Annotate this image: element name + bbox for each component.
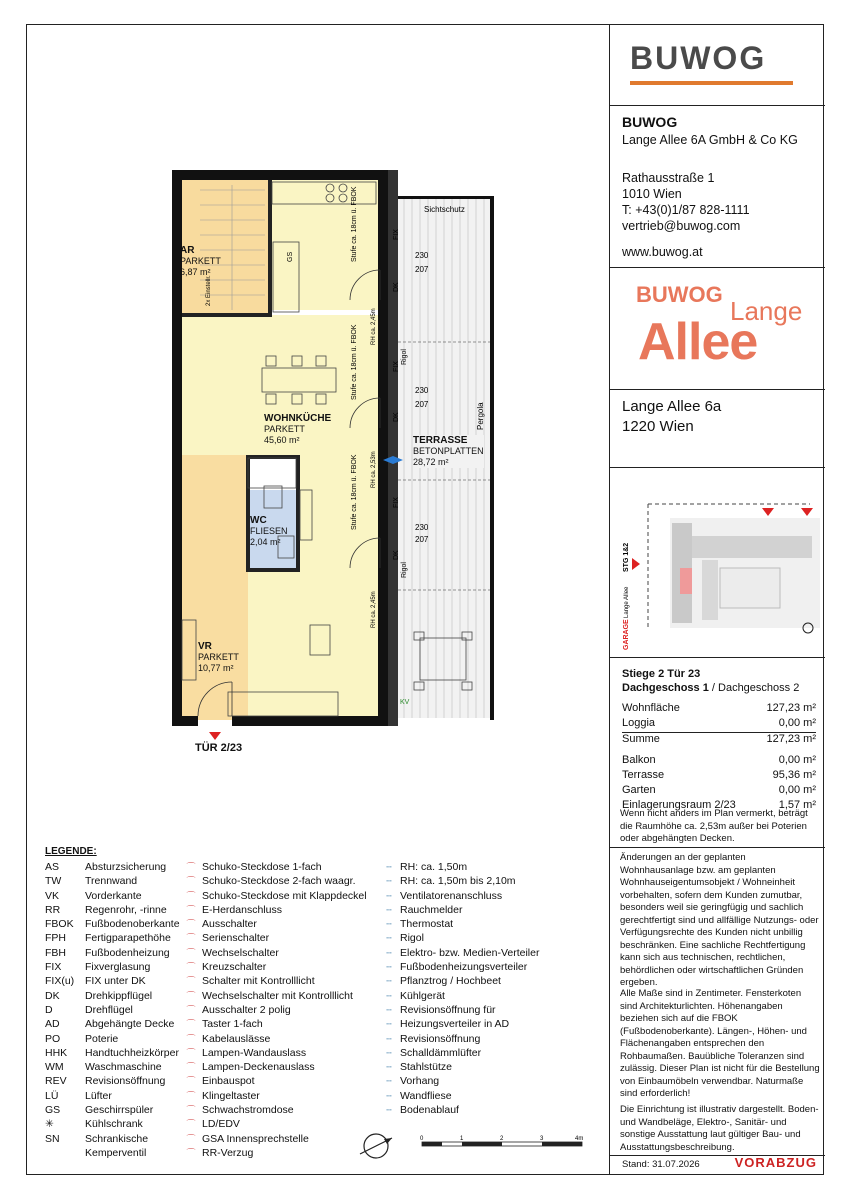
logo-underline	[630, 81, 793, 85]
legend-item	[180, 1103, 375, 1117]
legend-key: SN	[45, 1132, 60, 1145]
legend-text: Schalldämmlüfter	[400, 1046, 482, 1059]
legend-item	[378, 903, 578, 917]
area1-label: Loggia	[622, 717, 656, 729]
electrical-symbol-icon: ⌒	[186, 933, 196, 944]
legend-item	[378, 1060, 578, 1074]
room-wohnkueche-floor: PARKETT	[264, 424, 305, 434]
electrical-symbol-icon: ⌒	[186, 947, 196, 958]
legend-text: Fixverglasung	[85, 961, 151, 974]
legend-item	[45, 1003, 180, 1017]
legend-item	[378, 860, 578, 874]
label-dk-b: DK	[393, 412, 400, 422]
room-wohnkueche-area: 45,60 m²	[264, 435, 300, 445]
legend-item	[378, 960, 578, 974]
north-arrow-icon	[358, 1128, 394, 1164]
project-logo-section	[610, 268, 825, 390]
area1-row	[622, 702, 816, 714]
legend-text: Absturzsicherung	[85, 861, 167, 873]
legend-item	[45, 889, 180, 903]
height-note: Wenn nicht anders im Plan vermerkt, beträgt die Raumhöhe ca. 2,53m außer bei Poterien oder abgehängten Decken.	[620, 808, 808, 844]
legend-item	[180, 874, 375, 888]
electrical-symbol-icon: ⌒	[186, 962, 196, 973]
legend-item	[180, 1132, 375, 1146]
legend-item	[180, 1003, 375, 1017]
legend-text: Ausschalter 2 polig	[202, 1003, 291, 1016]
area1-row	[622, 732, 816, 745]
legend-item	[45, 1103, 180, 1117]
label-sichtschutz: Sichtschutz	[424, 205, 465, 214]
room-wc	[250, 515, 288, 548]
area1-label: Summe	[622, 733, 660, 745]
project-logo-sub: Lange	[730, 296, 803, 326]
note-furniture: Die Einrichtung ist illustrativ dargestellt. Boden- und Wandbeläge, Elektro-, Sanitär- und sonstige Ausstattung laut gültiger Bau- und Ausstattungsbeschreibung.	[620, 1104, 819, 1153]
legend-item	[180, 960, 375, 974]
electrical-symbol-icon: ⌒	[186, 1033, 196, 1044]
legend-item	[378, 1089, 578, 1103]
address-line2: 1220 Wien	[622, 418, 694, 435]
legend-text: Lüfter	[85, 1089, 112, 1102]
legend-item	[45, 1117, 180, 1131]
legend-item	[45, 1089, 180, 1103]
legend-key: VK	[45, 889, 60, 902]
legend-text: Pflanztrog / Hochbeet	[400, 975, 501, 988]
legend-text: Vorhang	[400, 1075, 440, 1088]
legend-item	[45, 860, 180, 874]
plan-symbol-icon: ┄	[386, 876, 392, 887]
area2-row	[622, 769, 816, 781]
legend-item	[45, 903, 180, 917]
label-kv: KV	[400, 699, 410, 706]
unit-floor	[622, 680, 799, 696]
legend-item	[378, 1046, 578, 1060]
legend-item	[180, 917, 375, 931]
legend-item	[45, 989, 180, 1003]
legend-title: LEGENDE:	[45, 846, 97, 857]
legend-text: Kemperventil	[85, 1146, 147, 1159]
legend-text: Kühlschrank	[85, 1118, 143, 1131]
legend-item	[45, 1074, 180, 1088]
electrical-symbol-icon: ⌒	[186, 890, 196, 901]
company-city: 1010 Wien	[622, 187, 682, 201]
legend-text: Abgehängte Decke	[85, 1018, 175, 1031]
legend-item	[45, 1132, 180, 1146]
plan-symbol-icon: ┄	[386, 976, 392, 987]
legend-abbreviations	[45, 860, 180, 1160]
electrical-symbol-icon: ⌒	[186, 1147, 196, 1158]
unit-title: Stiege 2 Tür 23	[622, 668, 701, 680]
legend-text: Serienschalter	[202, 932, 270, 945]
electrical-symbol-icon: ⌒	[186, 1076, 196, 1087]
label-fix-a: FIX	[393, 229, 400, 240]
legend-text: Vorderkante	[85, 889, 142, 902]
legend-item	[180, 1074, 375, 1088]
label-rigol-a: Rigol	[401, 349, 408, 365]
legend-text: Ventilatorenanschluss	[400, 889, 503, 902]
room-ar-name: AR	[180, 245, 195, 256]
electrical-symbol-icon: ⌒	[186, 1047, 196, 1058]
legend-key: LÜ	[45, 1089, 59, 1102]
electrical-symbol-icon: ⌒	[186, 1133, 196, 1144]
legend-text: Revisionsöffnung für	[400, 1003, 496, 1016]
label-207-c: 207	[415, 535, 429, 544]
company-name: BUWOG	[622, 114, 678, 130]
legend-text: Waschmaschine	[85, 1061, 162, 1074]
legend-key: AD	[45, 1018, 60, 1031]
plan-symbol-icon: ┄	[386, 1019, 392, 1030]
label-pergola: Pergola	[476, 402, 485, 430]
legend-text: Wechselschalter	[202, 946, 279, 959]
electrical-symbol-icon: ⌒	[186, 1090, 196, 1101]
legend-item	[378, 889, 578, 903]
legend-text: Trennwand	[85, 875, 138, 888]
legend-key: FIX	[45, 961, 62, 974]
label-gs: GS	[287, 251, 294, 262]
address-section	[610, 390, 825, 468]
electrical-symbol-icon: ⌒	[186, 876, 196, 887]
legend-text: Taster 1-fach	[202, 1018, 263, 1031]
legend-text: Thermostat	[400, 918, 454, 931]
legend-key: TW	[45, 875, 62, 888]
legend-item	[180, 1017, 375, 1031]
siteplan-section	[610, 468, 825, 658]
company-email[interactable]: vertrieb@buwog.com	[622, 219, 741, 233]
legend-text: Bodenablauf	[400, 1104, 459, 1117]
label-stufe-c: Stufe ca. 18cm ü. FBOK	[351, 454, 358, 530]
legend-text: Revisionsöffnung	[85, 1075, 166, 1088]
area1-label: Wohnfläche	[622, 702, 680, 714]
legend-text: Kabelauslässe	[202, 1032, 271, 1045]
legend-item	[378, 874, 578, 888]
room-terrasse-area: 28,72 m²	[413, 457, 449, 467]
label-stufe-a: Stufe ca. 18cm ü. FBOK	[351, 186, 358, 262]
area2-row	[622, 784, 816, 796]
label-dk-a: DK	[393, 282, 400, 292]
legend-text: Schuko-Steckdose 2-fach waagr.	[202, 875, 356, 888]
legend-text: Stahlstütze	[400, 1061, 452, 1074]
legend-item	[180, 1060, 375, 1074]
legend-text: Rigol	[400, 932, 424, 945]
legend-text: Regenrohr, -rinne	[85, 903, 167, 916]
electrical-symbol-icon: ⌒	[186, 904, 196, 915]
legend-item	[180, 931, 375, 945]
legend-key: HHK	[45, 1046, 68, 1059]
legend-item	[180, 860, 375, 874]
legend-text: Wechselschalter mit Kontrolllicht	[202, 989, 353, 1002]
area2-value: 95,36 m²	[772, 769, 816, 781]
room-vr	[198, 641, 239, 674]
legend-item	[378, 1017, 578, 1031]
siteplan-stg: STG 1&2	[623, 542, 630, 572]
legend-item	[180, 1032, 375, 1046]
room-terrasse-floor: BETONPLATTEN	[413, 446, 484, 456]
room-wohnkueche	[264, 413, 331, 446]
area2-value: 0,00 m²	[778, 754, 816, 766]
legend-text: Geschirrspüler	[85, 1104, 154, 1117]
room-ar-floor: PARKETT	[180, 256, 221, 266]
label-230-c: 230	[415, 523, 429, 532]
info-sidebar	[609, 24, 824, 1175]
company-street: Rathausstraße 1	[622, 171, 715, 185]
room-terrasse-name: TERRASSE	[413, 435, 468, 446]
legend-text: Wandfliese	[400, 1089, 452, 1102]
legend-text: Drehkippflügel	[85, 989, 153, 1002]
legend-text: LD/EDV	[202, 1118, 240, 1131]
legend-item	[45, 960, 180, 974]
project-logo-brand: BUWOG	[636, 282, 723, 307]
legend-text: Fußbodenheizungsverteiler	[400, 961, 528, 974]
area2-row	[622, 754, 816, 766]
buwog-logo: BUWOG	[630, 40, 767, 76]
legend-text: FIX unter DK	[85, 975, 146, 988]
area2-label: Garten	[622, 784, 656, 796]
legend-item	[180, 1089, 375, 1103]
company-legal: Lange Allee 6A GmbH & Co KG	[622, 133, 798, 147]
legend-text: Elektro- bzw. Medien-Verteiler	[400, 946, 540, 959]
legend-item	[45, 1017, 180, 1031]
label-207-b: 207	[415, 400, 429, 409]
notes-section	[610, 848, 825, 1175]
legend-text: Rauchmelder	[400, 903, 463, 916]
legend-text: RR-Verzug	[202, 1146, 254, 1159]
label-fix-c: FIX	[393, 497, 400, 508]
legend-item	[45, 1060, 180, 1074]
area1-row	[622, 717, 816, 729]
legend-key: ✳	[45, 1118, 54, 1131]
area1-value: 127,23 m²	[766, 702, 816, 714]
legend-item	[378, 946, 578, 960]
legend-text: Klingeltaster	[202, 1089, 260, 1102]
legend-key: FBH	[45, 946, 66, 959]
legend-item	[45, 946, 180, 960]
label-einstellraum: 2x Einstellr.	[206, 275, 212, 306]
scale-tick-4: 4m	[575, 1136, 584, 1142]
room-vr-area: 10,77 m²	[198, 663, 234, 673]
scale-tick-3: 3	[540, 1136, 544, 1142]
label-230-a: 230	[415, 251, 429, 260]
room-ar	[180, 245, 221, 278]
address-line1: Lange Allee 6a	[622, 398, 722, 415]
area2-label: Terrasse	[622, 769, 665, 781]
plan-symbol-icon: ┄	[386, 1062, 392, 1073]
legend-key: RR	[45, 903, 61, 916]
legend-text: Heizungsverteiler in AD	[400, 1018, 510, 1031]
plan-symbol-icon: ┄	[386, 947, 392, 958]
legend-text: Fertigparapethöhe	[85, 932, 171, 945]
electrical-symbol-icon: ⌒	[186, 1105, 196, 1116]
legend-text: Fußbodenoberkante	[85, 918, 180, 931]
legend-text: Kühlgerät	[400, 989, 445, 1002]
label-207-a: 207	[415, 265, 429, 274]
plan-symbol-icon: ┄	[386, 990, 392, 1001]
legend-text: RH: ca. 1,50m bis 2,10m	[400, 875, 516, 888]
legend-text: Fußbodenheizung	[85, 946, 170, 959]
project-logo-main: Allee	[638, 313, 758, 371]
stand-date: Stand: 31.07.2026	[622, 1159, 700, 1170]
legend-key: FBOK	[45, 918, 74, 931]
room-wc-floor: FLIESEN	[250, 526, 288, 536]
legend-key: DK	[45, 989, 60, 1002]
legend-item	[45, 1032, 180, 1046]
siteplan-garage: GARAGE	[623, 619, 630, 650]
electrical-symbol-icon: ⌒	[186, 1062, 196, 1073]
legend-item	[180, 903, 375, 917]
legend-text: Handtuchheizkörper	[85, 1046, 179, 1059]
legend-item	[180, 974, 375, 988]
legend-key: WM	[45, 1061, 64, 1074]
electrical-symbol-icon: ⌒	[186, 976, 196, 987]
legend-text: Drehflügel	[85, 1003, 133, 1016]
electrical-symbol-icon: ⌒	[186, 1019, 196, 1030]
plan-symbol-icon: ┄	[386, 1090, 392, 1101]
note-changes: Änderungen an der geplanten Wohnhausanlage bzw. am geplanten Wohnhauseigentumsobjekt / Wohneinheit vorbehalten, sofern dem Kunden zumutbar, besonders weil sie geringfügig und sachlich gerechtfertigt sind und allfällige Nutzungs- oder Verfügungsrechte des Kunden nicht unbillig beschränken. Eine sachliche Rechtfertigung kann sich aus technischen, rechtlichen, behördlichen oder wirtschaftlichen Gründen ergeben.	[620, 852, 819, 988]
scale-tick-0: 0	[420, 1136, 424, 1142]
legend-item	[378, 917, 578, 931]
electrical-symbol-icon: ⌒	[186, 1004, 196, 1015]
legend-text: Poterie	[85, 1032, 119, 1045]
room-vr-name: VR	[198, 641, 212, 652]
electrical-symbol-icon: ⌒	[186, 862, 196, 872]
area1-value: 0,00 m²	[778, 717, 816, 729]
scale-bar	[420, 1132, 590, 1154]
area2-label: Einlagerungsraum 2/23	[622, 799, 736, 811]
legend-key: D	[45, 1003, 53, 1016]
legend-text: RH: ca. 1,50m	[400, 861, 468, 873]
legend-text: GSA Innensprechstelle	[202, 1132, 309, 1145]
legend-key: REV	[45, 1075, 67, 1088]
vorabzug-stamp: VORABZUG	[734, 1155, 817, 1170]
legend-item	[378, 974, 578, 988]
legend-item	[180, 989, 375, 1003]
legend-item	[45, 1146, 180, 1160]
legend-item	[180, 1046, 375, 1060]
legend-text: Lampen-Deckenauslass	[202, 1061, 315, 1074]
legend-text: Schalter mit Kontrolllicht	[202, 975, 315, 988]
area2-value: 0,00 m²	[778, 784, 816, 796]
plan-symbol-icon: ┄	[386, 904, 392, 915]
legend-misc	[378, 860, 578, 1117]
legend-item	[378, 1003, 578, 1017]
label-rh-253: RH ca. 2,53m	[371, 451, 377, 488]
legend-item	[378, 1032, 578, 1046]
legend-text: Lampen-Wandauslass	[202, 1046, 307, 1059]
legend-item	[180, 889, 375, 903]
legend-key	[45, 1146, 85, 1160]
site-plan-map	[610, 468, 825, 658]
plan-symbol-icon: ┄	[386, 1105, 392, 1116]
room-wohnkueche-name: WOHNKÜCHE	[264, 413, 332, 424]
legend-item	[180, 1117, 375, 1131]
legend-key: PO	[45, 1032, 61, 1045]
note-measures: Alle Maße sind in Zentimeter. Fensterkoten sind Architekturlichten. Höhenangaben beziehen sich auf die FBOK (Fußbodenoberkante). Längen-, Höhen- und Flächenangaben entsprechen den Rohbaumaßen. Bauübliche Toleranzen sind zulässig. Dieser Plan ist nicht für die Bestellung von Einbaumöbeln verwendbar. Naturmaße sind erforderlich!	[620, 988, 820, 1099]
label-rigol-b: Rigol	[401, 562, 408, 578]
legend-key: FIX(u)	[45, 975, 75, 988]
legend-text: Einbauspot	[202, 1075, 255, 1088]
legend-item	[378, 1074, 578, 1088]
label-stufe-b: Stufe ca. 18cm ü. FBOK	[351, 324, 358, 400]
plan-symbol-icon: ┄	[386, 862, 392, 872]
legend-key: AS	[45, 861, 60, 873]
label-rh-245-a: RH ca. 2,45m	[371, 308, 377, 345]
plan-symbol-icon: ┄	[386, 962, 392, 973]
legend-text: Schrankische	[85, 1132, 149, 1145]
legend-key: FPH	[45, 932, 66, 945]
label-dk-c: DK	[393, 550, 400, 560]
legend-text: Schwachstromdose	[202, 1104, 294, 1117]
plan-symbol-icon: ┄	[386, 890, 392, 901]
room-wc-name: WC	[250, 515, 267, 526]
room-wc-area: 2,04 m²	[250, 537, 281, 547]
logo-section	[610, 24, 825, 106]
plan-symbol-icon: ┄	[386, 1033, 392, 1044]
plan-symbol-icon: ┄	[386, 1004, 392, 1015]
legend-item	[45, 1046, 180, 1060]
legend-electrical	[180, 860, 375, 1160]
legend-item	[45, 931, 180, 945]
legend-item	[378, 1103, 578, 1117]
scale-tick-1: 1	[460, 1136, 464, 1142]
legend-text: Schuko-Steckdose mit Klappdeckel	[202, 889, 367, 902]
room-vr-floor: PARKETT	[198, 652, 239, 662]
legend-text: Kreuzschalter	[202, 961, 267, 974]
unit-floor-rest: / Dachgeschoss 2	[711, 682, 800, 694]
plan-symbol-icon: ┄	[386, 1047, 392, 1058]
plan-symbol-icon: ┄	[386, 933, 392, 944]
unit-floor-bold: Dachgeschoss 1	[622, 682, 709, 694]
scale-tick-2: 2	[500, 1136, 504, 1142]
company-phone: T: +43(0)1/87 828-1111	[622, 203, 750, 217]
unit-section	[610, 658, 825, 848]
label-fix-b: FIX	[393, 361, 400, 372]
legend-item	[378, 989, 578, 1003]
plan-symbol-icon: ┄	[386, 1076, 392, 1087]
legend-key: GS	[45, 1104, 61, 1117]
electrical-symbol-icon: ⌒	[186, 990, 196, 1001]
electrical-symbol-icon: ⌒	[186, 919, 196, 930]
legend-item	[45, 974, 180, 988]
legend-text: Ausschalter	[202, 918, 257, 931]
legend-text: Revisionsöffnung	[400, 1032, 481, 1045]
plan-symbol-icon: ┄	[386, 919, 392, 930]
label-rh-245-b: RH ca. 2,45m	[371, 591, 377, 628]
electrical-symbol-icon: ⌒	[186, 1119, 196, 1130]
legend-item	[378, 931, 578, 945]
door-label: TÜR 2/23	[195, 742, 243, 754]
legend-item	[45, 917, 180, 931]
footer-bar	[610, 1155, 825, 1175]
label-230-b: 230	[415, 386, 429, 395]
legend-text: E-Herdanschluss	[202, 903, 282, 916]
area2-label: Balkon	[622, 754, 656, 766]
legend-text: Schuko-Steckdose 1-fach	[202, 861, 322, 873]
legend-item	[180, 946, 375, 960]
room-terrasse	[413, 435, 484, 468]
legend-item	[180, 1146, 375, 1160]
area1-value: 127,23 m²	[766, 733, 816, 745]
company-section	[610, 106, 825, 268]
room-ar-area: 6,87 m²	[180, 267, 211, 277]
siteplan-street: Lange Allee	[624, 586, 630, 618]
legend-item	[45, 874, 180, 888]
company-web[interactable]: www.buwog.at	[622, 245, 703, 259]
area2-value: 1,57 m²	[778, 799, 816, 811]
